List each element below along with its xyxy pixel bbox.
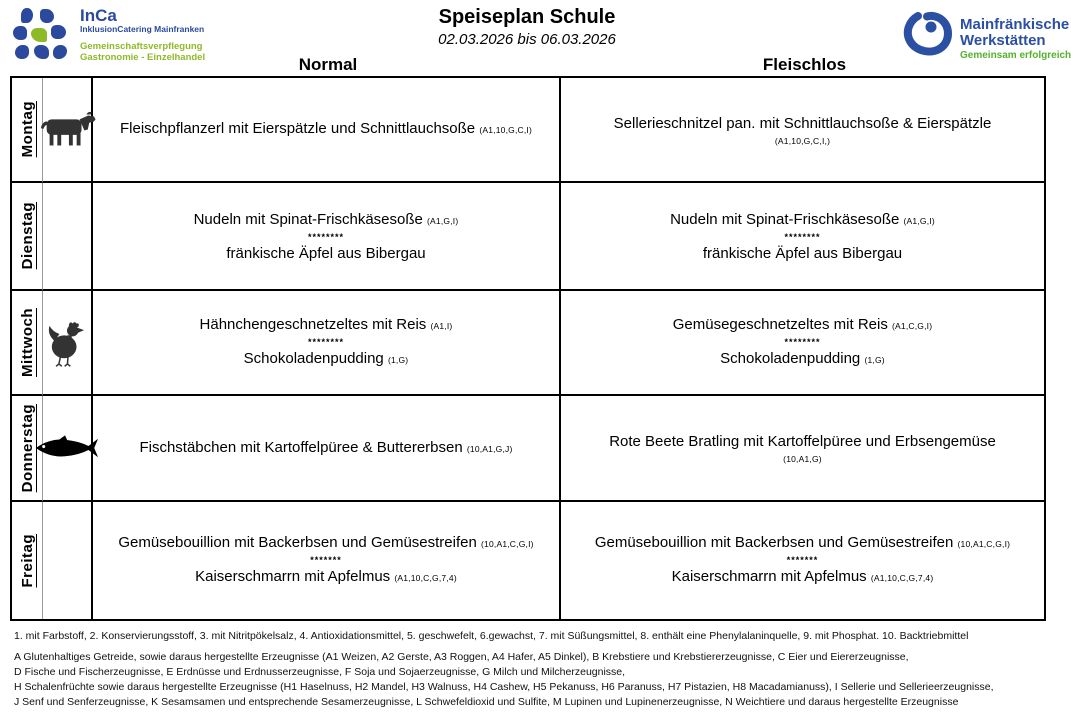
allergen-legend [14,629,1046,710]
meal-name: Kaiserschmarrn mit Apfelmus [671,568,867,585]
meal-name: Gemüsebouillion mit Backerbsen und Gemüsestreifen [118,534,477,551]
meal-name: Nudeln mit Spinat-Frischkäsesoße [193,210,423,228]
meal-name: Schokoladenpudding [243,350,384,367]
mfw-logo-text [960,8,1071,62]
column-header-normal: Normal [298,55,358,74]
meal-line [783,452,822,465]
meal-line [118,532,533,555]
mfw-tagline: Gemeinsam erfolgreich [960,50,1071,61]
meat-type-cell [43,183,93,291]
allergen-codes: (A1,C,G,I) [892,321,933,331]
day-cell-mittwoch [12,291,43,396]
meal-name: Gemüsegeschnetzeltes mit Reis [672,316,888,333]
fish-icon [33,435,101,461]
meal-line [226,243,425,264]
inca-green-line1: Gemeinschaftsverpflegung [80,41,203,52]
meal-name: Nudeln mit Spinat-Frischkäsesoße [670,210,900,228]
meal-line [775,134,830,147]
allergen-codes: (10,A1,C,G,I) [481,539,534,549]
allergen-codes: (A1,10,C,G,7,4) [394,573,457,583]
separator-stars: ******** [784,231,821,242]
meal-line [195,566,457,589]
allergen-codes: (A1,10,G,C,I,) [774,135,831,146]
meal-cell-fleischlos [561,183,1044,291]
legend-allergens-4: J Senf und Senferzeugnisse, K Sesamsamen und entsprechende Sesamerzeugnisse, L Schwefeldioxid und Sulfite, M Lupinen und Lupinenerzeugnisse, N Weichtiere und daraus hergestellte Erzeugnisse [14,696,959,708]
meal-line [673,314,933,337]
day-label: Montag [18,101,36,158]
meal-name: Kaiserschmarrn mit Apfelmus [195,568,391,585]
meal-cell-normal [93,396,561,502]
meal-separator [784,337,820,348]
separator-stars: ******** [307,231,345,242]
separator-stars: ******** [307,337,345,347]
meat-type-cell [43,78,93,183]
separator-stars: ******* [786,555,819,565]
title-block [0,4,1054,50]
day-label: Dienstag [18,202,36,270]
date-range: 02.03.2026 bis 06.03.2026 [438,31,616,48]
allergen-codes: (A1,10,C,G,7,4) [870,573,934,583]
meal-name: Schokoladenpudding [720,350,861,367]
meal-name: Gemüsebouillion mit Backerbsen und Gemüsestreifen [594,534,954,551]
meal-line [139,437,512,460]
day-label: Donnerstag [18,403,36,493]
meal-separator [784,232,820,243]
legend-allergens-3: H Schalenfrüchte sowie daraus hergestellte Erzeugnisse (H1 Haselnuss, H2 Mandel, H3 Walnuss, H4 Cashew, H5 Pekanuss, H6 Paranuss, H7 Pistazien, H8 Macadamianuss), I Sellerie und Sellerieerzeugnisse, [14,681,994,693]
day-label: Mittwoch [18,308,36,377]
meal-line [244,348,409,371]
meal-name: Fischstäbchen mit Kartoffelpüree & Buttererbsen [139,438,463,456]
column-header-fleischlos: Fleischlos [762,55,847,74]
meal-name: fränkische Äpfel aus Bibergau [226,244,426,262]
allergen-codes: (1,G) [864,355,885,365]
allergen-codes: (A1,G,I) [903,215,935,226]
meal-cell-fleischlos [561,396,1044,502]
meal-line [703,243,902,264]
meal-name: Fleischpflanzerl mit Eierspätzle und Schnittlauchsoße [119,120,476,137]
mfw-name-line1: Mainfränkische [960,16,1070,33]
allergen-codes: (10,A1,C,G,I) [957,539,1011,549]
meal-name: fränkische Äpfel aus Bibergau [702,244,903,262]
meal-separator [308,232,344,243]
meal-line [720,348,885,371]
separator-stars: ******* [310,555,342,565]
meal-line [609,431,996,452]
mfw-name-line2: Werkstätten [960,32,1046,49]
meal-name: Sellerieschnitzel pan. mit Schnittlauchsoße & Eierspätzle [613,114,992,132]
menu-table [10,76,1046,621]
meal-line [614,113,992,134]
inca-name: InCa [80,6,117,25]
legend-allergens-2: D Fische und Fischerzeugnisse, E Erdnüsse und Erdnusserzeugnisse, F Soja und Sojaerzeugnisse, G Milch und Milcherzeugnisse, [14,666,626,678]
day-cell-dienstag [12,183,43,291]
meal-cell-normal [93,78,561,183]
meal-line [200,314,453,337]
allergen-codes: (A1,I) [430,321,453,331]
meal-line [194,209,459,232]
meal-separator [787,555,819,566]
allergen-codes: (1,G) [387,355,409,365]
meal-cell-fleischlos [561,291,1044,396]
meal-cell-fleischlos [561,502,1044,619]
legend-additives: 1. mit Farbstoff, 2. Konservierungsstoff, 3. mit Nitritpökelsalz, 4. Antioxidationsmittel, 5. geschwefelt, 6.gewachst, 7. mit Süßungsmittel, 8. enthält eine Phenylalaninquelle, 9. mit Phosphat. 10. Backtriebmittel [14,630,969,642]
day-cell-freitag [12,502,43,619]
meal-line [120,118,532,141]
inca-subtitle: InklusionCatering Mainfranken [80,24,205,34]
allergen-codes: (10,A1,G,J) [466,443,513,454]
meal-name: Hähnchengeschnetzeltes mit Reis [199,316,427,333]
meat-type-cell [43,291,93,396]
meal-separator [308,337,344,348]
page-title: Speiseplan Schule [438,6,616,28]
meat-type-cell [43,396,93,502]
separator-stars: ******** [784,337,821,347]
meal-separator [310,555,342,566]
meal-cell-normal [93,291,561,396]
allergen-codes: (A1,10,G,C,I) [479,125,532,135]
meal-cell-normal [93,502,561,619]
inca-green-line2: Gastronomie - Einzelhandel [80,52,206,63]
cow-icon [38,110,96,150]
meal-line [672,566,934,589]
meal-name: Rote Beete Bratling mit Kartoffelpüree und Erbsengemüse [609,433,996,450]
chicken-icon [48,319,86,367]
meal-cell-fleischlos [561,78,1044,183]
allergen-codes: (A1,G,I) [427,215,459,226]
allergen-codes: (10,A1,G) [783,454,822,464]
meal-line [595,532,1010,555]
meal-cell-normal [93,183,561,291]
legend-allergens-1: A Glutenhaltiges Getreide, sowie daraus hergestellte Erzeugnisse (A1 Weizen, A2 Gerste, A3 Roggen, A4 Hafer, A5 Dinkel), B Krebstiere und Krebstiererzeugnisse, C Eier und Eiererzeugnisse, [14,651,909,663]
meat-type-cell [43,502,93,619]
meal-line [670,209,935,232]
day-label: Freitag [18,533,36,588]
